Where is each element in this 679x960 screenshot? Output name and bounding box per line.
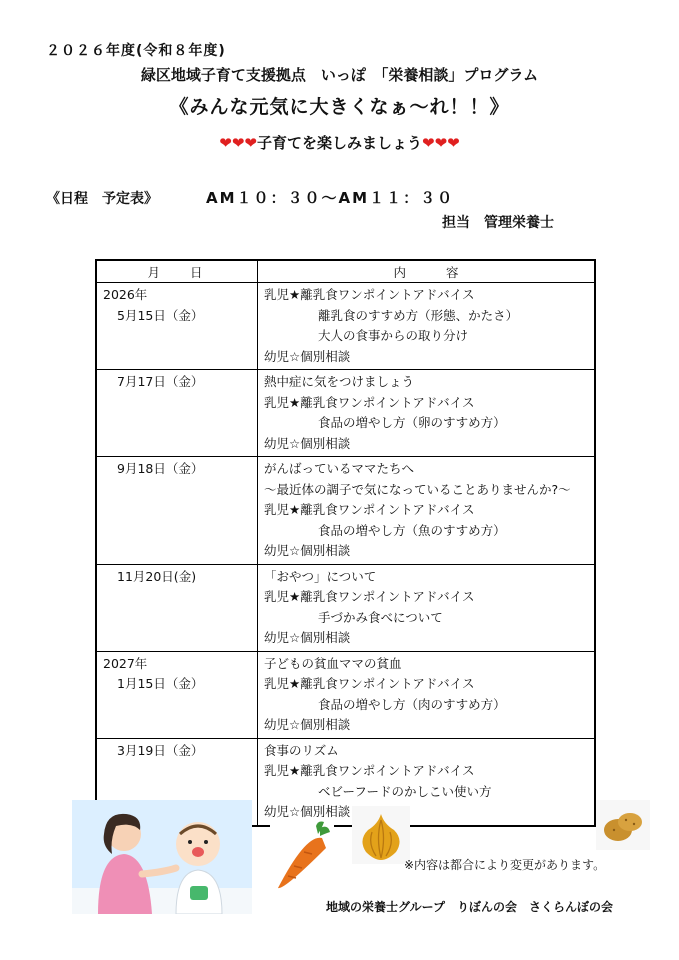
content-line: 幼児☆個別相談	[264, 348, 351, 364]
year-line: ２０２６年度(令和８年度)	[46, 43, 226, 59]
content-line: がんばっているママたちへ	[264, 461, 415, 476]
footer-credit: 地域の栄養士グループ りぼんの会 さくらんぼの会	[326, 900, 614, 914]
schedule-label: 《日程 予定表》	[46, 191, 158, 207]
table-row	[96, 283, 595, 370]
table-row	[96, 651, 595, 738]
table-row	[96, 564, 595, 651]
content-line: 乳児★離乳食ワンポイントアドバイス	[264, 287, 475, 302]
date-label: 3月19日（金）	[117, 742, 204, 758]
content-cell	[258, 651, 596, 738]
content-line: 幼児☆個別相談	[264, 543, 351, 558]
content-line: 熱中症に気をつけましょう	[264, 374, 415, 389]
content-cell	[258, 564, 596, 651]
date-cell	[96, 283, 258, 370]
content-line: 〜最近体の調子で気になっていることありませんか?〜	[264, 481, 571, 497]
content-cell	[258, 738, 596, 826]
slogan-text: 子育てを楽しみましょう	[256, 134, 422, 152]
date-label: 11月20日(金)	[117, 568, 197, 584]
content-cell	[258, 457, 596, 565]
content-line: 食事のリズム	[264, 742, 339, 758]
column-header-date: 月日	[96, 260, 258, 283]
date-cell	[96, 370, 258, 457]
column-header-content: 内容	[258, 260, 596, 283]
date-label: 1月15日（金）	[117, 676, 204, 691]
heart-icon: ❤❤❤	[422, 134, 460, 152]
content-line: ベビーフードのかしこい使い方	[318, 783, 492, 799]
content-line: 離乳食のすすめ方（形態、かたさ）	[318, 307, 519, 323]
mother-feeding-baby-illustration	[72, 800, 252, 914]
carrot-icon	[270, 820, 334, 894]
content-line: 子どもの貧血ママの貧血	[264, 655, 402, 671]
date-label: 9月18日（金）	[117, 461, 204, 476]
content-line: 食品の増やし方（卵のすすめ方）	[318, 415, 506, 430]
program-subtitle: 緑区地域子育て支援拠点 いっぽ 「栄養相談」プログラム	[140, 66, 539, 84]
content-line: 乳児★離乳食ワンポイントアドバイス	[264, 589, 475, 604]
table-row	[96, 457, 595, 565]
date-label: 5月15日（金）	[117, 307, 204, 323]
content-line: 大人の食事からの取り分け	[318, 328, 469, 343]
content-line: 「おやつ」について	[264, 568, 377, 584]
content-line: 乳児★離乳食ワンポイントアドバイス	[264, 763, 475, 778]
slogan	[0, 132, 679, 153]
year-label: 2026年	[103, 287, 148, 302]
content-line: 乳児★離乳食ワンポイントアドバイス	[264, 502, 475, 517]
schedule-time: AM１０：３０〜AM１１：３０	[206, 189, 455, 207]
date-cell	[96, 564, 258, 651]
content-line: 幼児☆個別相談	[264, 804, 351, 819]
staff-label: 担当 管理栄養士	[442, 215, 554, 231]
content-line: 手づかみ食べについて	[318, 609, 443, 625]
main-title: 《みんな元気に大きくなぁ〜れ！！》	[169, 96, 510, 118]
content-cell	[258, 370, 596, 457]
content-line: 幼児☆個別相談	[264, 435, 351, 451]
onion-icon	[352, 806, 410, 864]
content-line: 幼児☆個別相談	[264, 630, 351, 645]
content-line: 食品の増やし方（肉のすすめ方）	[318, 696, 506, 712]
heart-icon: ❤❤❤	[219, 134, 257, 152]
content-line: 幼児☆個別相談	[264, 717, 351, 732]
date-label: 7月17日（金）	[117, 374, 204, 389]
content-line: 乳児★離乳食ワンポイントアドバイス	[264, 676, 475, 691]
content-line: 乳児★離乳食ワンポイントアドバイス	[264, 394, 475, 410]
table-row	[96, 370, 595, 457]
date-cell	[96, 651, 258, 738]
table-header-row	[96, 260, 595, 283]
content-line: 食品の増やし方（魚のすすめ方）	[318, 522, 506, 538]
schedule-table	[95, 259, 596, 827]
content-cell	[258, 283, 596, 370]
change-notice: ※内容は都合により変更があります。	[404, 858, 606, 872]
date-cell	[96, 457, 258, 565]
year-label: 2027年	[103, 655, 148, 671]
potato-icon	[596, 800, 650, 850]
schedule-body	[96, 283, 595, 826]
